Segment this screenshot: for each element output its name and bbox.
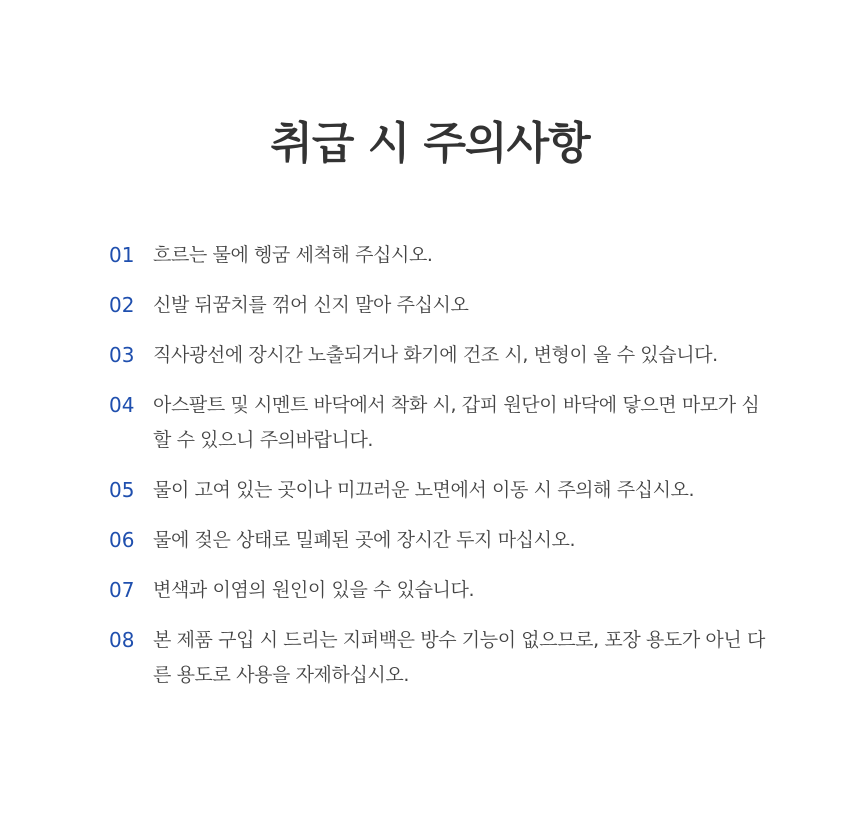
item-number: 06 [109, 528, 135, 552]
item-text: 아스팔트 및 시멘트 바닥에서 착화 시, 갑피 원단이 바닥에 닿으면 마모가 심할 수 있으니 주의바랍니다. [153, 394, 760, 451]
item-text: 물이 고여 있는 곳이나 미끄러운 노면에서 이동 시 주의해 주십시오. [153, 479, 695, 501]
item-text: 흐르는 물에 헹굼 세척해 주십시오. [153, 244, 433, 266]
item-number: 07 [109, 578, 135, 602]
item-text: 신발 뒤꿈치를 꺾어 신지 말아 주십시오 [153, 294, 469, 316]
item-number: 04 [109, 393, 135, 417]
list-item [109, 388, 769, 458]
page-title: 취급 시 주의사항 [270, 118, 590, 169]
item-number: 08 [109, 628, 135, 652]
item-number: 02 [109, 293, 135, 317]
item-number: 01 [109, 243, 135, 267]
list-item [109, 288, 769, 323]
item-number: 05 [109, 478, 135, 502]
list-item [109, 573, 769, 608]
caution-list [109, 238, 769, 708]
list-item [109, 238, 769, 273]
item-text: 물에 젖은 상태로 밀폐된 곳에 장시간 두지 마십시오. [153, 529, 576, 551]
list-item [109, 523, 769, 558]
list-item [109, 623, 769, 693]
item-text: 직사광선에 장시간 노출되거나 화기에 건조 시, 변형이 올 수 있습니다. [153, 344, 718, 366]
list-item [109, 338, 769, 373]
item-number: 03 [109, 343, 135, 367]
item-text: 변색과 이염의 원인이 있을 수 있습니다. [153, 579, 475, 601]
list-item [109, 473, 769, 508]
item-text: 본 제품 구입 시 드리는 지퍼백은 방수 기능이 없으므로, 포장 용도가 아닌 다른 용도로 사용을 자제하십시오. [153, 629, 765, 686]
